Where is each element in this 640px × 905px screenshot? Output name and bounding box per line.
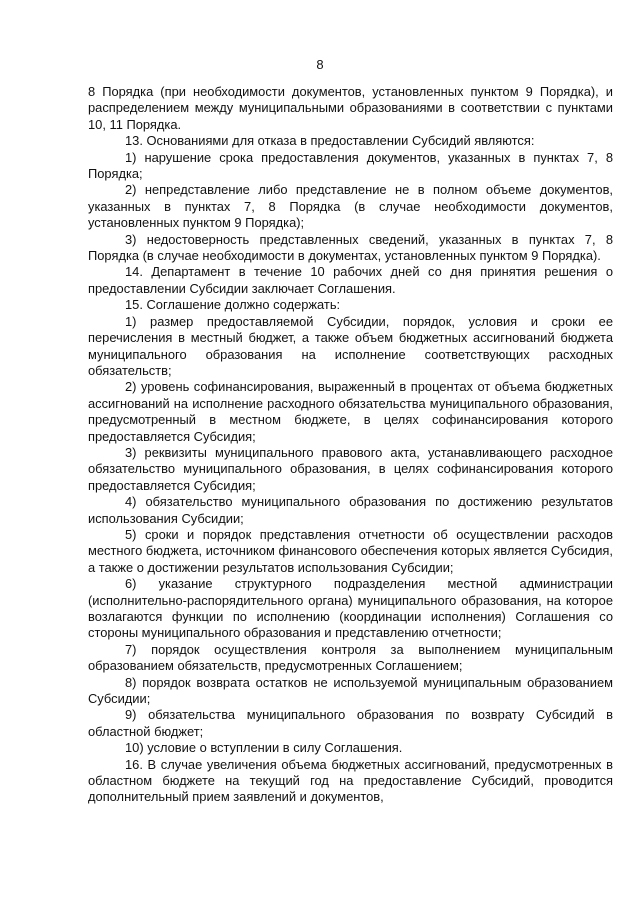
- paragraph-13-item-3: 3) недостоверность представленных сведений, указанных в пунктах 7, 8 Порядка (в случае необходимости в документах, установленных пунктом 9 Порядка).: [88, 231, 613, 264]
- paragraph-13-item-2: 2) непредставление либо представление не в полном объеме документов, указанных в пунктах 7, 8 Порядка (в случае необходимости документов, установленных пунктом 9 Порядка);: [88, 182, 613, 231]
- paragraph-15-item-3: 3) реквизиты муниципального правового акта, устанавливающего расходное обязательство муниципального образования, в целях софинансирования которого предоставляется Субсидия;: [88, 444, 613, 493]
- paragraph-15-item-8: 8) порядок возврата остатков не используемой муниципальным образованием Субсидии;: [88, 674, 613, 707]
- paragraph-15-item-10: 10) условие о вступлении в силу Соглашения.: [125, 740, 403, 756]
- paragraph-16: 16. В случае увеличения объема бюджетных ассигнований, предусмотренных в областном бюджете на текущий год на предоставление Субсидий, проводится дополнительный прием заявлений и документов,: [88, 756, 613, 805]
- paragraph-13-item-1: 1) нарушение срока предоставления документов, указанных в пунктах 7, 8 Порядка;: [88, 149, 613, 182]
- paragraph-15-item-1: 1) размер предоставляемой Субсидии, порядок, условия и сроки ее перечисления в местный бюджет, а также объем бюджетных ассигнований бюджета муниципального образования на исполнение соответствующих расходных обязательств;: [88, 313, 613, 378]
- paragraph-14: 14. Департамент в течение 10 рабочих дней со дня принятия решения о предоставлении Субсидии заключает Соглашения.: [88, 264, 613, 296]
- paragraph-15-item-2: 2) уровень софинансирования, выраженный в процентах от объема бюджетных ассигнований на исполнение расходного обязательства муниципального образования, предусмотренный в местном бюджете, в целях софинансирования которого предоставляется Субсидия;: [88, 379, 613, 444]
- paragraph-15-item-6: 6) указание структурного подразделения местной администрации (исполнительно-распорядительного органа) муниципального образования, на которое возлагаются функции по исполнению (координации исполнения) Соглашения со стороны муниципального образования и представлению отчетности;: [88, 576, 613, 641]
- paragraph-13: 13. Основаниями для отказа в предоставлении Субсидий являются:: [125, 133, 535, 149]
- paragraph-15-item-7: 7) порядок осуществления контроля за выполнением муниципальным образованием обязательств, предусмотренных Соглашением;: [88, 641, 613, 674]
- paragraph-15-item-4: 4) обязательство муниципального образования по достижению результатов использования Субсидии;: [88, 494, 613, 526]
- paragraph-continuation: 8 Порядка (при необходимости документов, установленных пунктом 9 Порядка), и распределением между муниципальными образованиями в соответствии с пунктами 10, 11 Порядка.: [88, 84, 613, 132]
- paragraph-15-item-9: 9) обязательства муниципального образования по возврату Субсидий в областной бюджет;: [88, 707, 613, 739]
- paragraph-15: 15. Соглашение должно содержать:: [125, 297, 341, 313]
- paragraph-15-item-5: 5) сроки и порядок представления отчетности об осуществлении расходов местного бюджета, источником финансового обеспечения которых является Субсидия, а также о достижении результатов использования Субсидии;: [88, 526, 613, 575]
- page-number: 8: [316, 57, 324, 72]
- document-body: [88, 84, 613, 806]
